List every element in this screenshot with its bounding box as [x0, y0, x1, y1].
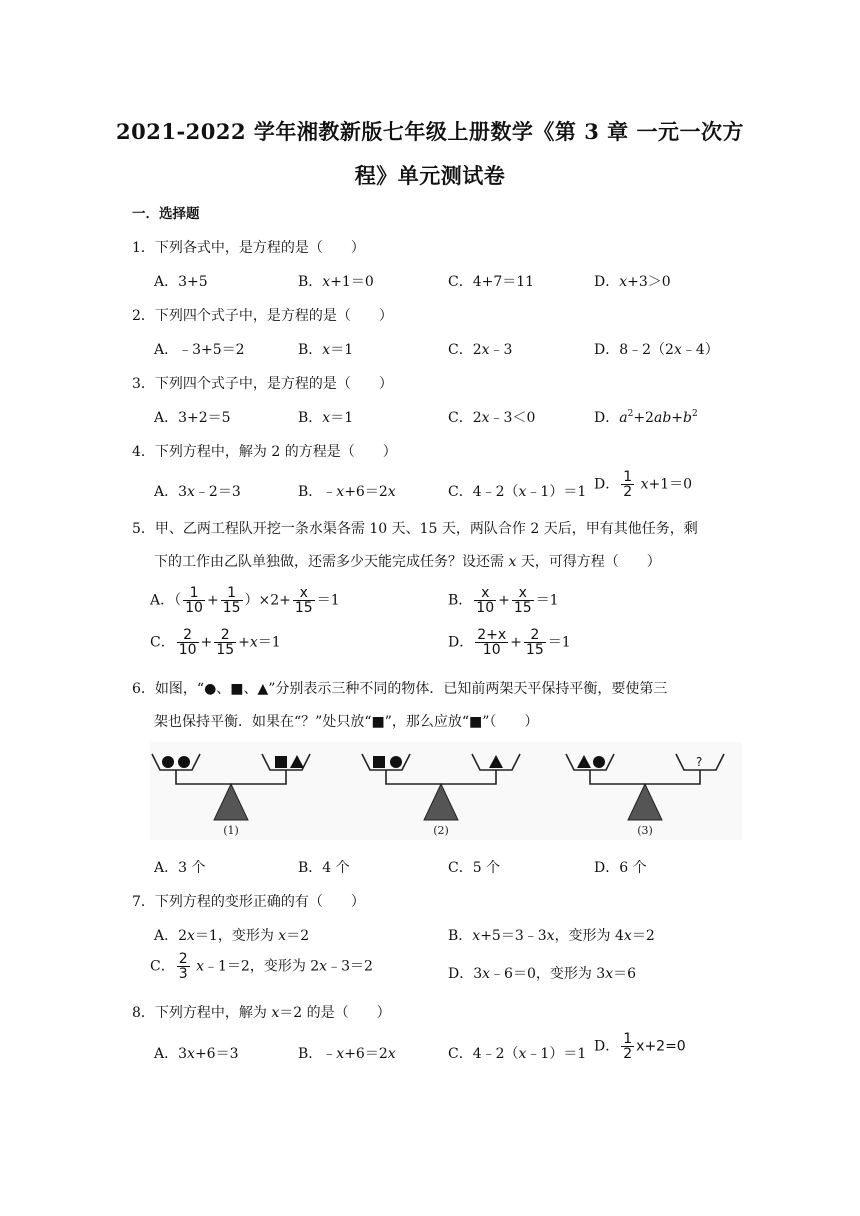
q7-option-d: D．3x﹣6＝0，变形为 3x＝6	[448, 966, 637, 982]
q2-option-d: D．8﹣2（2x﹣4）	[594, 342, 719, 358]
q4-option-a: A．3x﹣2＝3	[154, 484, 241, 500]
fraction: $\frac{1}{15}$	[222, 585, 241, 616]
fraction: $\frac{x}{15}$	[513, 585, 532, 616]
q1-option-d: D．x+3＞0	[594, 274, 671, 290]
question-6-stem-line-1: 6．如图，“●、■、▲”分别表示三种不同的物体．已知前两架天平保持平衡，要使第三	[132, 681, 668, 697]
q1-option-a: A．3+5	[154, 274, 208, 290]
scale-1-left-pan	[152, 754, 200, 770]
q8-option-d: D． $\frac{1}{2}$ x+2=0	[594, 1031, 686, 1062]
scale-3-fulcrum	[628, 784, 662, 820]
q7-option-b: B．x+5＝3﹣3x，变形为 4x＝2	[448, 928, 655, 944]
fraction: $\frac{2}{3}$	[178, 951, 188, 982]
fraction: $\frac{2}{15}$	[525, 627, 544, 658]
question-7-stem: 7．下列方程的变形正确的有（ ）	[132, 894, 365, 910]
fraction: $\frac{x}{10}$	[476, 585, 495, 616]
balance-scales-figure	[150, 742, 742, 840]
q6-option-d: D．6 个	[594, 860, 647, 876]
q3-option-a: A．3+2＝5	[154, 410, 231, 426]
q8-option-c: C．4﹣2（x﹣1）＝1	[448, 1046, 587, 1062]
q2-option-b: B．x＝1	[298, 342, 354, 358]
triangle-object	[577, 755, 591, 768]
scale-3-beam	[590, 770, 700, 784]
q8-option-a: A．3x+6＝3	[154, 1046, 239, 1062]
circle-object	[178, 756, 190, 768]
q7-option-a: A．2x＝1，变形为 x＝2	[154, 928, 310, 944]
circle-object	[593, 756, 605, 768]
triangle-object	[489, 755, 503, 768]
q4-option-d: D． $\frac{1}{2}$ x+1＝0	[594, 469, 693, 500]
q5-option-d: D． $\frac{2+x}{10}$ + $\frac{2}{15}$ ＝1	[448, 627, 571, 658]
q6-option-c: C．5 个	[448, 860, 501, 876]
q1-option-b: B．x+1＝0	[298, 274, 374, 290]
triangle-object	[290, 755, 304, 768]
scale-2-fulcrum	[424, 784, 458, 820]
fraction: $\frac{1}{2}$	[623, 1031, 633, 1062]
q8-option-b: B．﹣x+6＝2x	[298, 1046, 396, 1062]
q1-option-c: C．4+7＝11	[448, 274, 535, 290]
scale-1-beam	[176, 770, 286, 784]
balance-scales-svg	[150, 742, 742, 840]
question-6-stem-line-2: 架也保持平衡．如果在“？”处只放“■”，那么应放“■”（ ）	[154, 714, 539, 730]
q5-option-a: A．（ $\frac{1}{10}$ + $\frac{1}{15}$ ）×2+ $\frac{x}{15}$ ＝1	[150, 585, 340, 616]
scale-2-left-pan	[362, 754, 410, 770]
title-line-2: 程》单元测试卷	[354, 163, 506, 188]
fraction: $\frac{2}{15}$	[216, 627, 235, 658]
square-object	[275, 756, 287, 768]
q6-option-b: B．4 个	[298, 860, 350, 876]
question-1-stem: 1．下列各式中，是方程的是（ ）	[132, 240, 365, 256]
q5-option-c: C． $\frac{2}{10}$ + $\frac{2}{15}$ +x＝1	[150, 627, 281, 658]
section-heading: 一．选择题	[132, 206, 200, 222]
q6-option-a: A．3 个	[154, 860, 206, 876]
question-5-stem-line-2: 下的工作由乙队单独做，还需多少天能完成任务？设还需 x 天，可得方程（ ）	[154, 554, 661, 570]
q5-option-b: B． $\frac{x}{10}$ + $\frac{x}{15}$ ＝1	[448, 585, 559, 616]
scale-2-beam	[386, 770, 496, 784]
q4-option-b: B．﹣x+6＝2x	[298, 484, 396, 500]
figure-label-1: (1)	[223, 824, 239, 837]
circle-object	[390, 756, 402, 768]
question-2-stem: 2．下列四个式子中，是方程的是（ ）	[132, 308, 393, 324]
question-4-stem: 4．下列方程中，解为 2 的方程是（ ）	[132, 444, 397, 460]
fraction: $\frac{1}{10}$	[185, 585, 203, 616]
fraction: $\frac{2+x}{10}$	[477, 627, 507, 658]
q3-option-b: B．x＝1	[298, 410, 354, 426]
scale-1-fulcrum	[214, 784, 248, 820]
fraction: $\frac{1}{2}$	[623, 469, 633, 500]
q7-option-c: C． $\frac{2}{3}$ x﹣1＝2，变形为 2x﹣3＝2	[150, 951, 373, 982]
fraction: $\frac{x}{15}$	[294, 585, 313, 616]
q2-option-c: C．2x﹣3	[448, 342, 513, 358]
q2-option-a: A．﹣3+5＝2	[154, 342, 245, 358]
q4-option-c: C．4﹣2（x﹣1）＝1	[448, 484, 587, 500]
question-5-stem-line-1: 5．甲、乙两工程队开挖一条水渠各需 10 天、15 天，两队合作 2 天后，甲有其他任务，剩	[132, 521, 698, 537]
q3-option-c: C．2x﹣3＜0	[448, 410, 536, 426]
title-line-1: 2021-2022 学年湘教新版七年级上册数学《第 3 章 一元一次方	[116, 119, 744, 144]
question-3-stem: 3．下列四个式子中，是方程的是（ ）	[132, 376, 393, 392]
circle-object	[162, 756, 174, 768]
question-mark: ?	[696, 755, 703, 769]
figure-label-3: (3)	[637, 824, 653, 837]
figure-label-2: (2)	[433, 824, 449, 837]
question-8-stem: 8．下列方程中，解为 x＝2 的是（ ）	[132, 1005, 391, 1021]
q3-option-d: D．$a^2+2ab+b^2$	[594, 409, 698, 426]
fraction: $\frac{2}{10}$	[178, 627, 197, 658]
square-object	[373, 756, 385, 768]
